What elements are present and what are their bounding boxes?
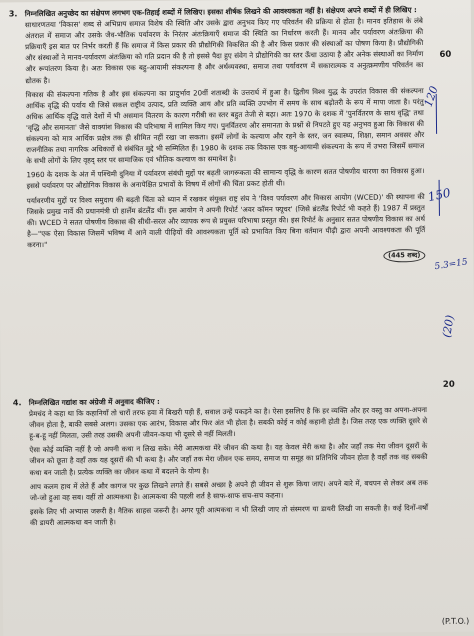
passage-paragraph: पर्यावरणीय मुद्दों पर विश्व समुदाय की बढ़ती चिंता को ध्यान में रखकर संयुक्त राष्ट्र संघ ने 'विश्व पर्यावरण और विकास आयोग (WCED)' की स्थापना की जिसके प्रमुख नार्वे की प्रधानमंत्री ग्रो हार्लेम ब्रंटलैंड थीं। इस आयोग ने अपनी रिपोर्ट 'अवर कॉमन फ्यूचर' (जिसे ब्रंटलैंड रिपोर्ट भी कहते हैं) 1987 में प्रस्तुत की। WCED ने सतत पोषणीय विकास की सीधी-सरल और व्यापक रूप से प्रयुक्त परिभाषा प्रस्तुत की। इस रिपोर्ट के अनुसार सतत पोषणीय विकास का अर्थ है—"एक ऐसा विकास जिसमें भविष्य में आने वाली पीढ़ियों की आवश्यकता पूर्ति को प्रभावित किए बिना वर्तमान पीढ़ी द्वारा अपनी आवश्यकता की पूर्ति करना।" xyxy=(26,191,426,250)
passage-paragraph: विकास की संकल्पना गतिक है और इस संकल्पना का प्रादुर्भाव 20वीं शताब्दी के उत्तरार्ध में हुआ है। द्वितीय विश्व युद्ध के उपरांत विकास की संकल्पना आर्थिक वृद्धि की पर्याय थी जिसे सकल राष्ट्रीय उत्पाद, प्रति व्यक्ति आय और प्रति व्यक्ति उपभोग में समय के साथ बढ़ोतरी के रूप में मापा जाता है। परंतु अधिक आर्थिक वृद्धि वाले देशों में भी असमान वितरण के कारण गरीबी का स्तर बहुत तेजी से बढ़ा। अतः 1970 के दशक में 'पुनर्वितरण के साथ वृद्धि' तथा 'वृद्धि और समानता' जैसे वाक्यांश विकास की परिभाषा में शामिल किए गए। पुनर्वितरण और समानता के प्रश्नों से निपटते हुए यह अनुभव हुआ कि विकास की संकल्पना को मात्र आर्थिक प्रक्षेत्र तक ही सीमित नहीं रखा जा सकता। इसमें लोगों के कल्याण और रहने के स्तर, जन स्वास्थ्य, शिक्षा, समान अवसर और राजनीतिक तथा नागरिक अधिकारों से संबंधित मुद्दे भी सम्मिलित हैं। 1980 के दशक तक विकास एक बहु-आयामी संकल्पना के रूप में उभरा जिसमें समाज के सभी लोगों के लिए वृहद् स्तर पर सामाजिक एवं भौतिक कल्याण का समावेश है। xyxy=(25,85,425,166)
passage-paragraph: साधारणतया 'विकास' शब्द से अभिप्राय समाज विशेष की स्थिति और उसके द्वारा अनुभव किए गए परिवर्तन की प्रक्रिया से होता है। मानव इतिहास के लंबे अंतराल में समाज और उसके जैव-भौतिक पर्यावरण के निरंतर अंतःक्रियाएँ समाज की स्थिति का निर्धारण करती हैं। मानव और पर्यावरण अंतःक्रिया की प्रक्रियाएँ इस बात पर निर्भर करती हैं कि समाज में किस प्रकार की प्रौद्योगिकी विकसित की है और किस प्रकार की संस्थाओं का पोषण किया है। प्रौद्योगिकी और संस्थाओं ने मानव-पर्यावरण अंतःक्रिया को गति प्रदान की है तो इससे पैदा हुए संवेग ने प्रौद्योगिकी का स्तर ऊँचा उठाया है और अनेक संस्थाओं का निर्माण और रूपांतरण किया है। अतः विकास एक बहु-आयामी संकल्पना है और अर्थव्यवस्था, समाज तथा पर्यावरण में सकारात्मक व अनुत्क्रमणीय परिवर्तन का द्योतक है। xyxy=(24,16,424,85)
question-instruction: निम्नलिखित गद्यांश का अंग्रेजी में अनुवाद कीजिए : xyxy=(28,396,160,408)
handwritten-note: 150 xyxy=(426,185,452,205)
question-4 xyxy=(12,393,429,531)
question-number: 3. xyxy=(8,9,18,19)
question-number: 4. xyxy=(12,398,22,408)
handwritten-note: 5.3=15 xyxy=(433,257,469,273)
handwritten-note: 120 xyxy=(421,84,441,109)
margin-mark xyxy=(439,180,440,216)
marks-q4: 20 xyxy=(442,379,455,390)
passage-paragraph: इसके लिए भी अभ्यास जरूरी है। नैतिक साहस जरूरी है। अगर पूरी आत्मकथा न भी लिखी जाए तो संस्मरण या डायरी लिखी जा सकती है। कई दिनों-वर्षों की डायरी आत्मकथा बन जाती है। xyxy=(29,502,429,528)
handwritten-note: (20) xyxy=(440,314,458,339)
passage-paragraph: प्रेमचंद ने कहा था कि कहानियाँ तो चारों तरफ हवा में बिखरी पड़ी हैं, सवाल उन्हें पकड़ने का है। ऐसा इसलिए है कि हर व्यक्ति और हर वस्तु का अपना-अपना जीवन होता है, बाकी सबसे अलग। उसका एक आरंभ, विकास और फिर अंत भी होता है। सबकी कोई न कोई कहानी होती है। जिस तरह एक व्यक्ति दूसरे से हू-ब-हू नहीं मिलता, उसी तरह उसकी अपनी जीवन-कथा भी दूसरे से नहीं मिलती। xyxy=(28,405,428,441)
question-instruction: निम्नलिखित अनुच्छेद का संक्षेपण लगभग एक-तिहाई शब्दों में लिखिए। इसका शीर्षक लिखने की आवश्यकता नहीं है। संक्षेपण अपने शब्दों में ही लिखिए : xyxy=(24,5,417,19)
passage-paragraph: 1960 के दशक के अंत में पश्चिमी दुनिया में पर्यावरण संबंधी मुद्दों पर बढ़ती जागरूकता की सामान्य वृद्धि के कारण सतत पोषणीय धारणा का विकास हुआ। इससे पर्यावरण पर औद्योगिक विकास के अनापेक्षित प्रभावों के विषय में लोगों की चिंता प्रकट होती थी। xyxy=(26,166,425,191)
word-count: (445 शब्द) xyxy=(383,249,425,263)
question-body xyxy=(15,4,426,266)
page-footer: (P.T.O.) xyxy=(441,616,470,626)
passage-paragraph: ऐसा कोई व्यक्ति नहीं है जो अपनी कथा न लिख सके। मेरी आत्मकथा मेरे जीवन की कथा है। यह केवल मेरी कथा है। और जहाँ तक मेरा जीवन दूसरों के जीवन को छूता है वहाँ तक यह दूसरों की भी कथा है। और जहाँ तक मेरा जीवन एक समय, समाज या समूह का प्रतिनिधि जीवन होता है वहाँ तक वह सबकी कथा बन जाती है। प्रत्येक व्यक्ति का जीवन कथा में बदलने के योग्य है। xyxy=(29,441,428,477)
passage-paragraph: आप कलम हाथ में लेते हैं और कागज पर कुछ लिखने लगते हैं। सबसे अच्छा है अपने ही जीवन से शुरू किया जाए। अपने बारे में, बचपन से लेकर अब तक जो-जो हुआ वह सब। वहीं तो आत्मकथा है। आत्मकथा की पहली शर्त है साफ-साफ सच-सच कहना। xyxy=(29,477,428,502)
marks-q3: 60 xyxy=(439,49,452,60)
question-body xyxy=(19,393,428,528)
question-3 xyxy=(8,4,426,266)
